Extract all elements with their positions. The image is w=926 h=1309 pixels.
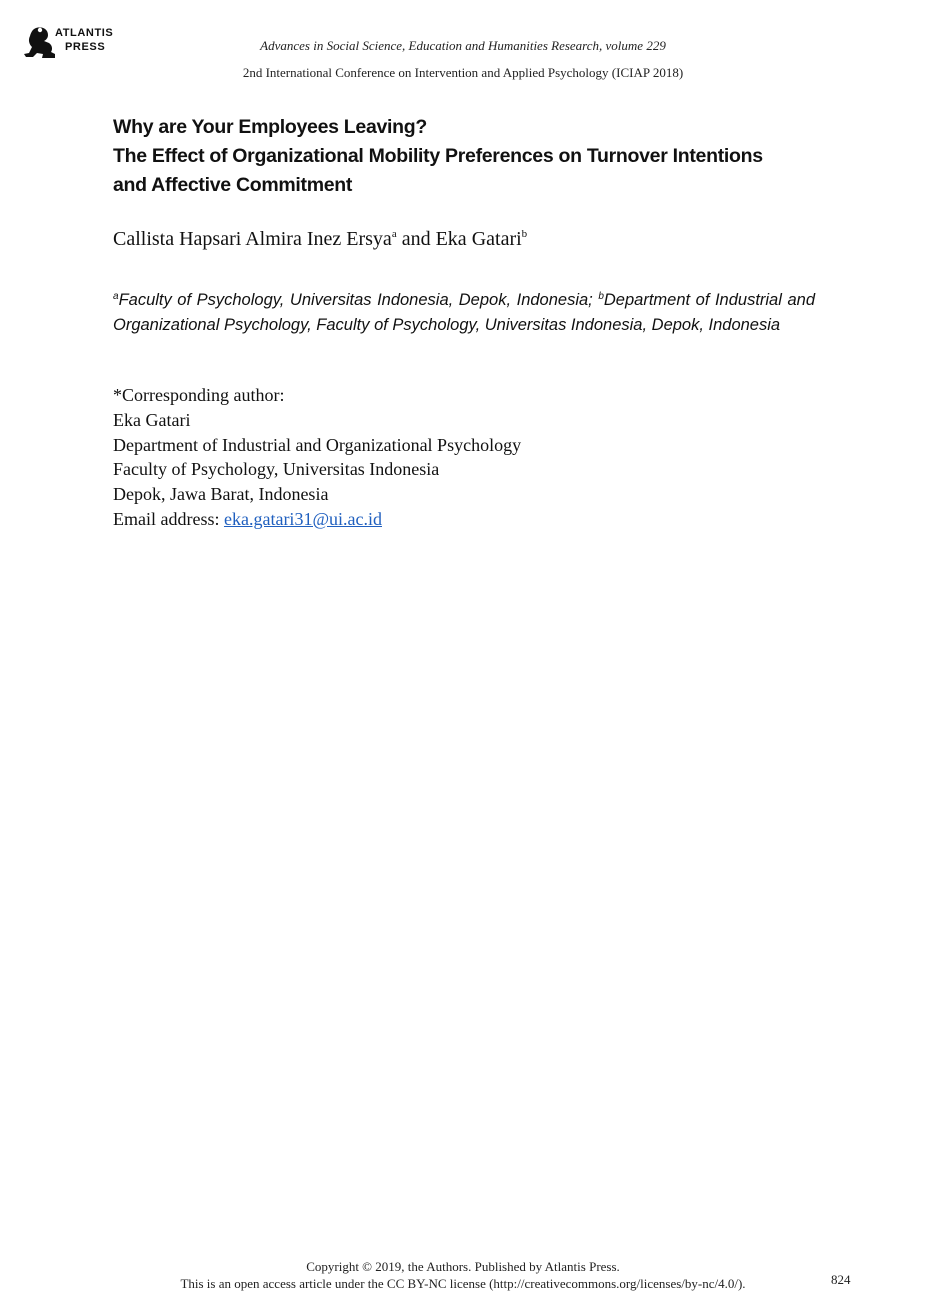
license-notice: This is an open access article under the CC BY-NC license (http://creativecommons.org/licenses/by-nc/4.0/).	[180, 1276, 746, 1291]
page-number: 824	[831, 1272, 851, 1287]
author-list	[113, 228, 527, 251]
logo-line1: ATLANTIS	[55, 27, 114, 39]
affil-b-mark: b	[598, 291, 604, 302]
corresponding-faculty: Faculty of Psychology, Universitas Indonesia	[113, 459, 440, 480]
corresponding-author-block	[113, 383, 521, 532]
corresponding-dept: Department of Industrial and Organizational Psychology	[113, 434, 522, 455]
affil-a-text: Faculty of Psychology, Universitas Indonesia, Depok, Indonesia;	[118, 291, 599, 309]
corresponding-heading: *Corresponding author:	[113, 385, 285, 405]
affil-a-mark: a	[113, 291, 119, 302]
author-conjunction: and	[396, 228, 436, 250]
author-2: Eka Gatari	[435, 228, 522, 250]
title-line-2: The Effect of Organizational Mobility Preferences on Turnover Intentions	[113, 145, 763, 167]
corresponding-location: Depok, Jawa Barat, Indonesia	[113, 484, 329, 505]
conference-title: 2nd International Conference on Intervention and Applied Psychology (ICIAP 2018)	[242, 65, 684, 80]
email-label: Email address:	[113, 508, 224, 529]
affil-b-text: Department of Industrial and Organizational Psychology, Faculty of Psychology, Universitas Indonesia, Depok, Indonesia	[113, 291, 815, 334]
title-line-1: Why are Your Employees Leaving?	[113, 116, 427, 138]
copyright-notice: Copyright © 2019, the Authors. Published by Atlantis Press.	[306, 1259, 620, 1274]
author-1-affil-mark: a	[391, 228, 397, 240]
author-2-affil-mark: b	[521, 228, 528, 240]
email-link[interactable]: eka.gatari31@ui.ac.id	[223, 508, 382, 529]
paper-title	[113, 113, 833, 200]
corresponding-name: Eka Gatari	[113, 409, 191, 430]
title-line-3: and Affective Commitment	[113, 174, 353, 196]
author-1: Callista Hapsari Almira Inez Ersya	[113, 228, 392, 250]
page-footer	[0, 1258, 926, 1292]
logo-line2: PRESS	[65, 41, 106, 53]
affiliations	[113, 285, 815, 337]
series-title: Advances in Social Science, Education and Humanities Research, volume 229	[260, 38, 666, 53]
corresponding-email-line	[113, 507, 521, 532]
